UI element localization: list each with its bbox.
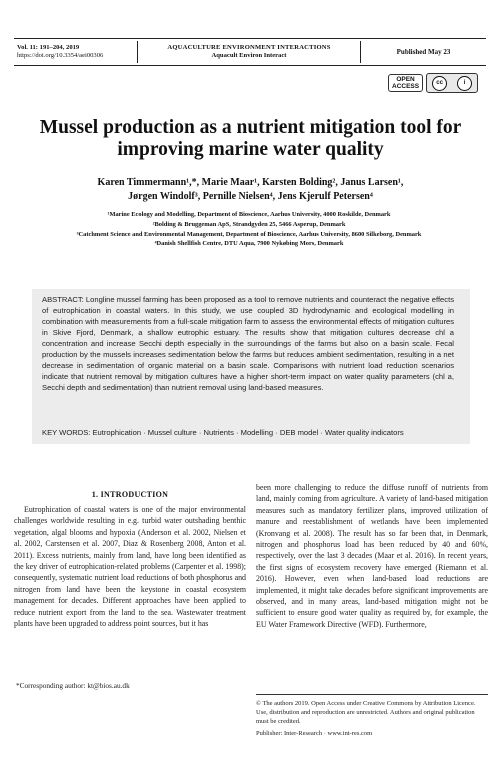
author-line-2: Jørgen Windolf³, Pernille Nielsen⁴, Jens Kjerulf Petersen⁴	[128, 191, 373, 202]
open-access-line1: OPEN	[396, 76, 415, 83]
affiliation-3: ³Catchment Science and Environmental Management, Department of Bioscience, Aarhus University, 8600 Silkeborg, Denmark	[76, 230, 422, 238]
body-left-column: Eutrophication of coastal waters is one of the major environmental challenges worldwide resulting in e.g. turbid water outshading benthic vegetation, algal blooms and hypoxia (Anderson et al. 2002, Nielsen et al. 2002, Carstensen et al. 2007, Diaz & Rosenberg 2008, Anton et al. 2011). Excess nutrients, mainly from land, have long been identified as the key driver of eutrophication-related problems (Carpenter et al. 1998); consequently, systematic nutrient load reductions of both phosphorus and nitrogen from land have been the keystone in coastal ecosystem management for decades. Different approaches have been applied to reduce nutrient export from the land to the sea. Wastewater treatment plants have been upgraded to address point sources, but it has	[14, 505, 246, 629]
affiliation-1: ¹Marine Ecology and Modelling, Department of Bioscience, Aarhus University, 4000 Roskilde, Denmark	[107, 211, 391, 218]
author-list	[20, 176, 481, 204]
affiliations	[14, 210, 484, 249]
section-heading: 1. INTRODUCTION	[91, 490, 169, 499]
journal-info	[137, 41, 361, 63]
copyright-notice: © The authors 2019. Open Access under Creative Commons by Attribution Licence. Use, distribution and reproduction are unrestricted. Authors and original publication must be credited.	[256, 700, 476, 725]
journal-header	[14, 38, 486, 66]
volume-info	[14, 44, 137, 60]
doi-link[interactable]: https://doi.org/10.3354/aei00306	[17, 52, 104, 59]
affiliation-4: ⁴Danish Shellfish Centre, DTU Aqua, 7900 Nykøbing Mors, Denmark	[154, 240, 344, 248]
corresponding-author: *Corresponding author: kt@bios.au.dk	[16, 681, 130, 690]
body-right-column: been more challenging to reduce the diffuse runoff of nutrients from land, mainly coming from agriculture. A variety of land-based mitigation measures such as mandatory fertilizer plans, improved utilization of manure and reestablishment of wetlands have been implemented (Kronvang et al. 2008). The result has so far been that, in Denmark, nitrogen and phosphorus load has been reduced by 40 and 60%, respectively, over the last 3 decades (Maar et al. 2016). In recent years, the first signs of ecosystem recovery have emerged (Riemann et al. 2016). However, even when land-based load reductions are implemented, it might take decades before significant improvements are observed, and in many areas, land-based mitigation might not be sufficient to ensure good water quality as required by, for example, the EU Water Framework Directive (WFD). Furthermore,	[256, 483, 488, 629]
open-access-icon[interactable]	[388, 74, 423, 92]
open-access-line2: ACCESS	[392, 83, 420, 90]
author-line-1: Karen Timmermann¹,*, Marie Maar¹, Karsten Bolding², Janus Larsen¹,	[97, 177, 404, 188]
journal-title: AQUACULTURE ENVIRONMENT INTERACTIONS	[167, 44, 331, 51]
article-title: Mussel production as a nutrient mitigation tool for improving marine water quality	[39, 117, 462, 160]
volume-label: Vol. 11: 191–204, 2019	[17, 44, 80, 51]
cc-by-badge[interactable]	[426, 73, 478, 93]
footnote-divider	[256, 694, 488, 695]
journal-abbrev: Aquacult Environ Interact	[211, 52, 287, 59]
abstract-text: ABSTRACT: Longline mussel farming has been proposed as a tool to remove nutrients and counteract the negative effects of eutrophication in coastal waters. In this study, we use coupled 3D hydrodynamic and ecological modelling in combination with measurements from a full-scale mitigation farm to assess the environmental effects of mitigation cultures in Skive Fjord, Denmark, a shallow eutrophic estuary. The results show that mitigation cultures decrease chl a concentration and increase Secchi depth especially in the surroundings of the farms but also on a basin scale. Fecal production by the mussels increases sedimentation below the farms but reduces ambient sedimentation, resulting in a net decrease in sedimentation of organic material on a basin scale. Comparisons with nutrient load reduction scenarios indicate that nutrient removal by mitigation cultures have a higher short-term impact on water quality parameters (chl a, Secchi depth and sedimentation) than nutrient removal using land-based measures.	[42, 295, 454, 393]
affiliation-2: ²Bolding & Bruggeman ApS, Strandgyden 25, 5466 Asperup, Denmark	[152, 220, 346, 228]
keywords: KEY WORDS: Eutrophication · Mussel culture · Nutrients · Modelling · DEB model · Water quality indicators	[42, 428, 404, 437]
attribution-icon: i	[457, 76, 472, 91]
creative-commons-icon: cc	[432, 76, 447, 91]
published-date: Published May 23	[396, 48, 451, 56]
license-badges	[388, 73, 478, 93]
publisher-line: Publisher: Inter-Research · www.int-res.com	[256, 730, 373, 737]
